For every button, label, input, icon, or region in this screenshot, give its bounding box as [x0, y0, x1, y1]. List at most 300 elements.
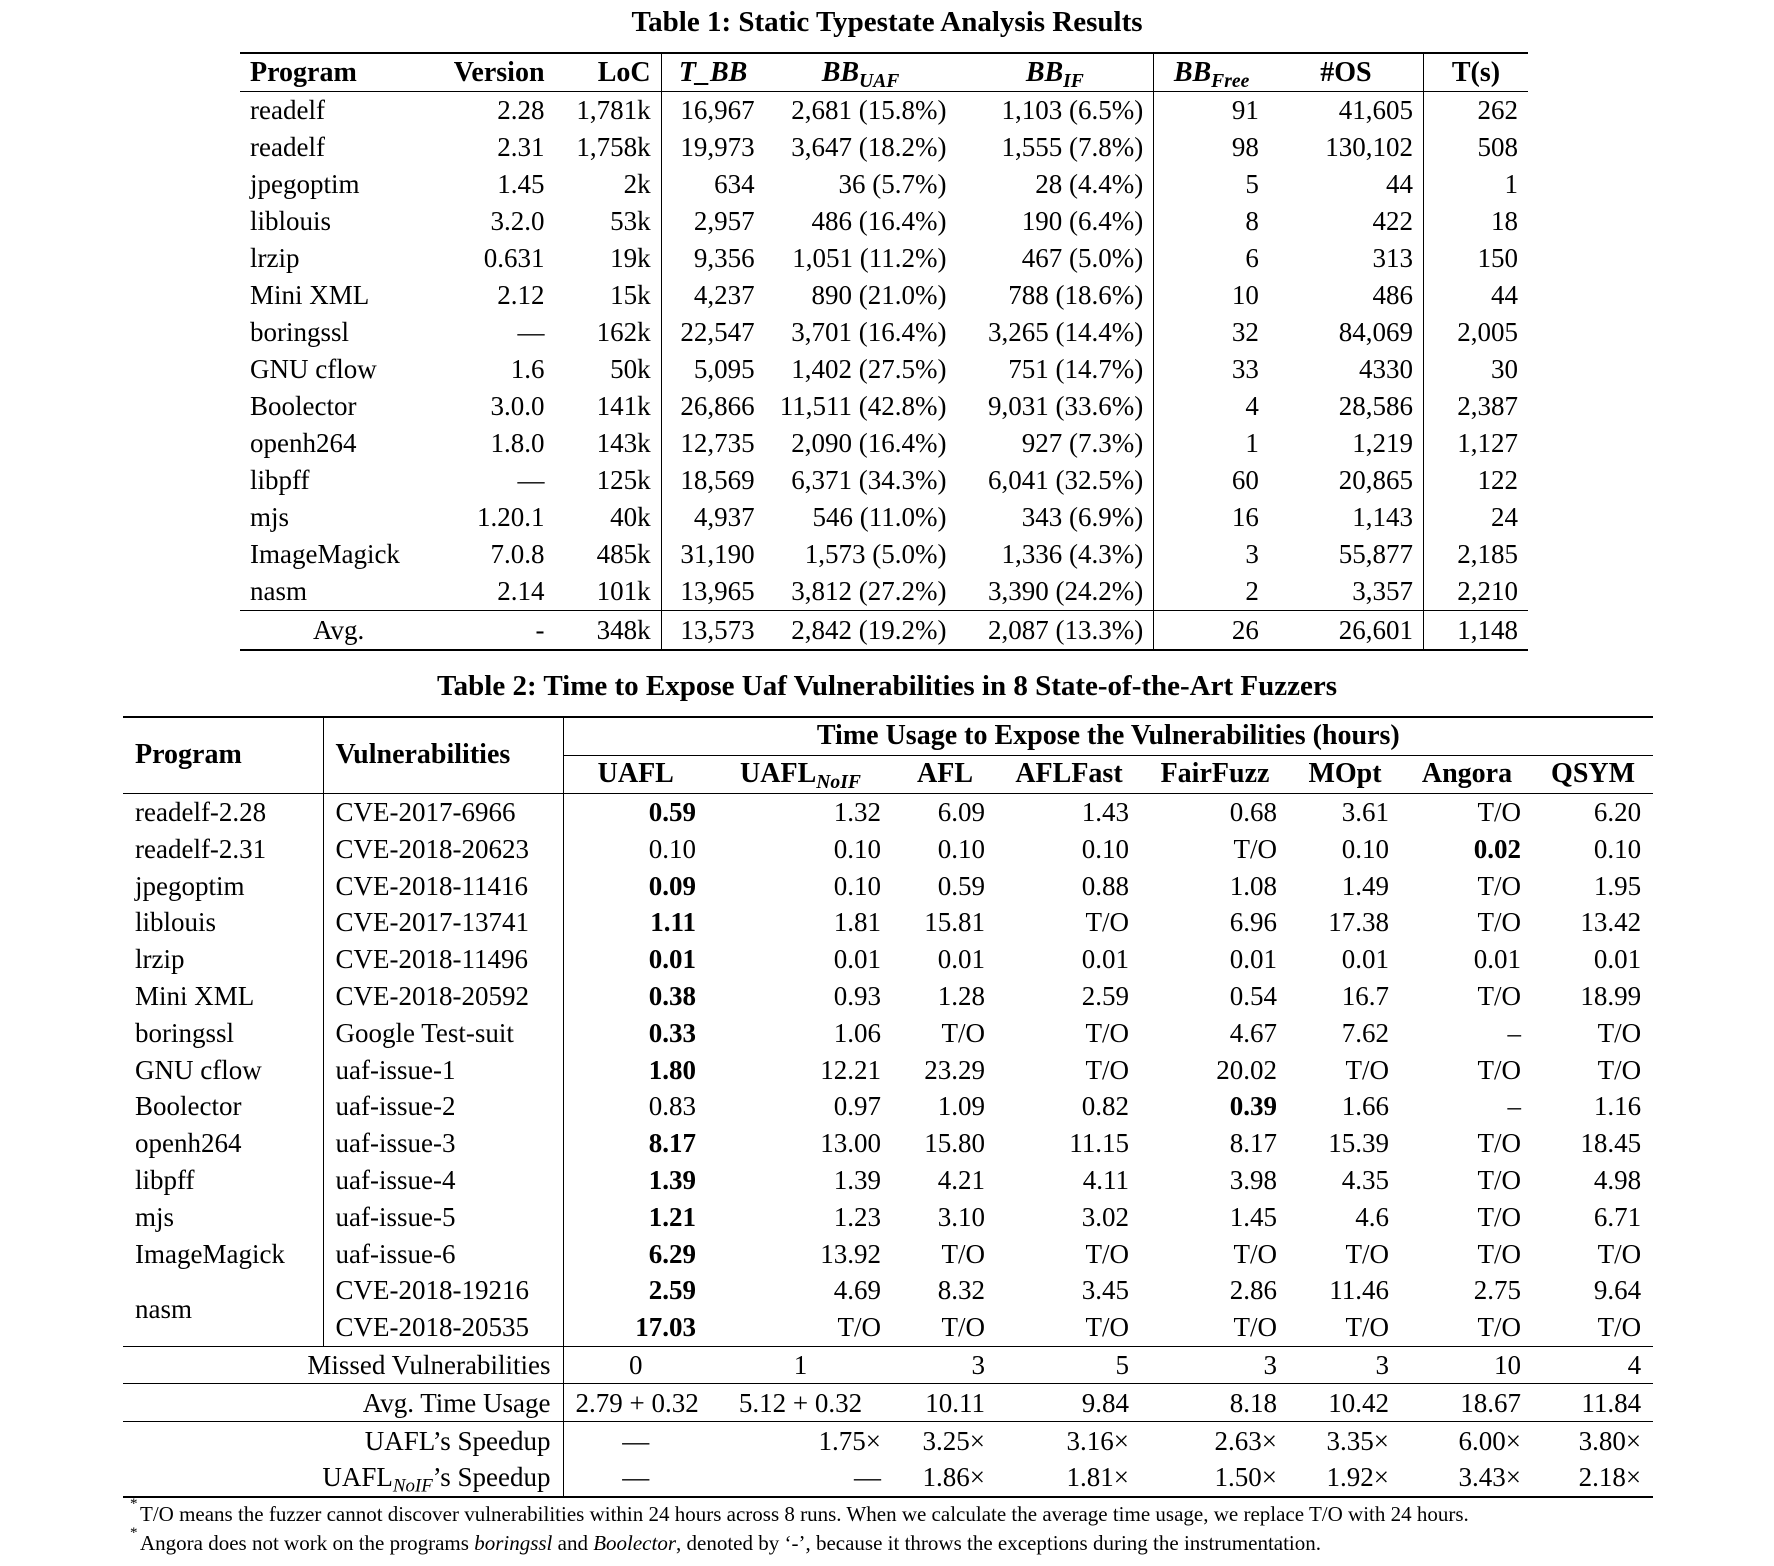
cell-program: jpegoptim [250, 169, 360, 199]
cell-aflfast: T/O [1085, 1238, 1129, 1269]
cell-mopt: 4.35 [1341, 1164, 1389, 1195]
cell-os: 1,143 [1269, 499, 1424, 536]
cell-qsym: 13.42 [1580, 907, 1642, 938]
cell-time: 18 [1491, 206, 1518, 236]
cell-time: 1 [1504, 169, 1518, 199]
cell-version: 3.0.0 [490, 391, 545, 421]
cell-uafl: 1.11 [650, 907, 696, 938]
cell-afl: 1.09 [937, 1091, 985, 1122]
cell-bb-free: 60 [1231, 465, 1259, 495]
cell-version: — [517, 465, 545, 495]
cell-angora: 2.75 [1473, 1275, 1521, 1306]
cell-qsym: 18.99 [1580, 980, 1642, 1011]
cell-uafl: — [563, 1459, 708, 1497]
cell-qsym: 0.10 [1593, 833, 1642, 864]
avg-cell-version: - [437, 611, 554, 651]
cell-fairfuzz: 8.18 [1141, 1384, 1289, 1422]
cell-vulnerability: CVE-2018-20535 [323, 1309, 563, 1346]
cell-bb-free: 33 [1231, 354, 1259, 384]
cell-time: 2,387 [1457, 391, 1518, 421]
cell-tbb: 12,735 [680, 428, 755, 458]
cell-bb-if: 343 (6.9%) [956, 499, 1153, 536]
avg-cell-bb-if: 2,087 (13.3%) [956, 611, 1153, 651]
cell-angora: 10 [1401, 1346, 1533, 1384]
cell-angora: T/O [1477, 1128, 1521, 1159]
cell-program: jpegoptim [123, 867, 323, 904]
cell-bb-if: 788 (18.6%) [956, 277, 1153, 314]
cell-tbb: 19,973 [680, 132, 755, 162]
cell-mopt: 17.38 [1328, 907, 1389, 938]
cell-program: nasm [250, 576, 307, 606]
fuzzer-time-table [123, 716, 1653, 1498]
cell-angora: T/O [1477, 1054, 1521, 1085]
cell-vulnerability: CVE-2017-6966 [323, 793, 563, 830]
cell-bb-uaf: 3,812 (27.2%) [791, 576, 947, 606]
speedup-row [123, 1422, 1653, 1459]
cell-program: ImageMagick [123, 1235, 323, 1272]
cell-vulnerability: CVE-2018-20592 [323, 978, 563, 1015]
avg-cell-bb-uaf: 2,842 (19.2%) [765, 611, 957, 651]
cell-mopt: T/O [1345, 1312, 1389, 1343]
cell-version: 3.2.0 [490, 206, 545, 236]
cell-fairfuzz: 0.39 [1229, 1091, 1277, 1122]
cell-angora: T/O [1477, 1238, 1521, 1269]
cell-bb-if: 1,555 (7.8%) [956, 129, 1153, 166]
cell-mopt: 16.7 [1341, 980, 1389, 1011]
cell-uafl: 2.59 [648, 1275, 696, 1306]
cell-aflfast: 3.16× [997, 1422, 1141, 1459]
cell-angora: – [1507, 1017, 1521, 1048]
cell-vulnerability: CVE-2018-11416 [323, 867, 563, 904]
cell-uafl-noif: 0.10 [833, 870, 881, 901]
cell-loc: 125k [555, 462, 662, 499]
cell-uafl: 1.80 [648, 1054, 696, 1085]
col2-aflfast: AFLFast [997, 755, 1141, 793]
avg-cell-loc: 348k [555, 611, 662, 651]
table-row [240, 92, 1528, 130]
cell-program: GNU cflow [250, 354, 377, 384]
cell-uafl: 1.21 [648, 1201, 696, 1232]
cell-program: nasm [123, 1272, 323, 1346]
cell-uafl: — [563, 1422, 708, 1459]
cell-version: 1.20.1 [477, 502, 545, 532]
cell-qsym: 2.18× [1533, 1459, 1653, 1497]
cell-bb-if: 467 (5.0%) [956, 240, 1153, 277]
cell-bb-uaf: 486 (16.4%) [811, 206, 947, 236]
col2-uafl: UAFL [563, 755, 708, 793]
cell-program: lrzip [123, 941, 323, 978]
cell-time: 30 [1491, 354, 1518, 384]
col2-afl: AFL [893, 755, 997, 793]
cell-program: libpff [123, 1162, 323, 1199]
cell-afl: 15.80 [924, 1128, 985, 1159]
cell-program: boringssl [123, 1014, 323, 1051]
col2-time-usage-group: Time Usage to Expose the Vulnerabilities (hours) [563, 717, 1653, 755]
cell-os: 3,357 [1269, 573, 1424, 611]
avg-cell-os: 26,601 [1269, 611, 1424, 651]
missed-row [123, 1346, 1653, 1384]
cell-fairfuzz: T/O [1233, 1312, 1277, 1343]
cell-bb-if: 6,041 (32.5%) [956, 462, 1153, 499]
cell-version: 2.28 [497, 95, 545, 125]
cell-mopt: 3 [1289, 1346, 1401, 1384]
cell-os: 55,877 [1269, 536, 1424, 573]
table-row [240, 536, 1528, 573]
cell-angora: T/O [1477, 980, 1521, 1011]
cell-program: lrzip [250, 243, 300, 273]
table-row [240, 425, 1528, 462]
footnote-angora: * Angora does not work on the programs boringssl and Boolector, denoted by ‘-’, because it throws the exceptions during the instrumentation. [130, 1525, 1322, 1555]
cell-qsym: 4.98 [1593, 1164, 1642, 1195]
cell-program: readelf-2.31 [123, 830, 323, 867]
cell-os: 486 [1269, 277, 1424, 314]
cell-mopt: 1.66 [1341, 1091, 1389, 1122]
cell-time: 44 [1491, 280, 1518, 310]
cell-program: openh264 [123, 1125, 323, 1162]
cell-aflfast: 3.02 [1081, 1201, 1129, 1232]
table-row [240, 240, 1528, 277]
cell-angora: 6.00× [1401, 1422, 1533, 1459]
cell-aflfast: T/O [1085, 1312, 1129, 1343]
cell-uafl: 0.38 [648, 980, 696, 1011]
cell-mopt: 7.62 [1341, 1017, 1389, 1048]
cell-version: 1.6 [510, 354, 545, 384]
table-row [123, 941, 1653, 978]
col2-qsym: QSYM [1533, 755, 1653, 793]
cell-angora: – [1507, 1091, 1521, 1122]
cell-angora: 3.43× [1401, 1459, 1533, 1497]
avg-cell-bb-free: 26 [1154, 611, 1269, 651]
cell-fairfuzz: 1.08 [1229, 870, 1277, 901]
cell-bb-uaf: 2,090 (16.4%) [791, 428, 947, 458]
col-version: Version [437, 53, 554, 92]
cell-bb-uaf: 546 (11.0%) [812, 502, 947, 532]
col2-angora: Angora [1401, 755, 1533, 793]
cell-aflfast: T/O [1085, 1054, 1129, 1085]
cell-qsym: 9.64 [1593, 1275, 1642, 1306]
cell-uafl: 0.10 [648, 833, 696, 864]
cell-mopt: 15.39 [1328, 1128, 1389, 1159]
cell-fairfuzz: T/O [1233, 833, 1277, 864]
cell-loc: 143k [555, 425, 662, 462]
cell-fairfuzz: 1.50× [1141, 1459, 1289, 1497]
cell-qsym: T/O [1597, 1054, 1642, 1085]
cell-aflfast: 3.45 [1081, 1275, 1129, 1306]
cell-time: 122 [1477, 465, 1518, 495]
table-row [240, 388, 1528, 425]
cell-afl: 15.81 [924, 907, 985, 938]
cell-bb-free: 1 [1245, 428, 1259, 458]
col2-fairfuzz: FairFuzz [1141, 755, 1289, 793]
cell-bb-uaf: 2,681 (15.8%) [791, 95, 947, 125]
cell-afl: 1.28 [937, 980, 985, 1011]
cell-program: boringssl [250, 317, 350, 347]
cell-bb-if: 9,031 (33.6%) [956, 388, 1153, 425]
table-row [240, 129, 1528, 166]
cell-bb-uaf: 3,701 (16.4%) [791, 317, 947, 347]
cell-os: 313 [1269, 240, 1424, 277]
cell-os: 130,102 [1269, 129, 1424, 166]
col-loc: LoC [555, 53, 662, 92]
cell-tbb: 26,866 [680, 391, 755, 421]
cell-fairfuzz: T/O [1233, 1238, 1277, 1269]
cell-loc: 50k [555, 351, 662, 388]
cell-os: 44 [1269, 166, 1424, 203]
cell-qsym: 11.84 [1533, 1384, 1653, 1422]
table-row [123, 1198, 1653, 1235]
cell-bb-if: 751 (14.7%) [956, 351, 1153, 388]
cell-fairfuzz: 8.17 [1229, 1128, 1277, 1159]
cell-aflfast: T/O [1085, 1017, 1129, 1048]
cell-uafl-noif: 1.32 [833, 796, 881, 827]
table1-header-row [240, 53, 1528, 92]
cell-uafl-noif: 12.21 [820, 1054, 881, 1085]
cell-angora: 0.02 [1473, 833, 1521, 864]
col-os: #OS [1269, 53, 1424, 92]
cell-tbb: 13,965 [680, 576, 755, 606]
cell-bb-free: 10 [1231, 280, 1259, 310]
table1-avg-row [240, 611, 1528, 651]
cell-bb-free: 4 [1245, 391, 1259, 421]
col2-vulnerabilities: Vulnerabilities [323, 717, 563, 793]
cell-vulnerability: uaf-issue-1 [323, 1051, 563, 1088]
table1-caption: Table 1: Static Typestate Analysis Results [631, 6, 1143, 38]
cell-aflfast: 9.84 [997, 1384, 1141, 1422]
cell-aflfast: 0.01 [1081, 944, 1129, 975]
cell-tbb: 5,095 [693, 354, 755, 384]
table-row [123, 978, 1653, 1015]
cell-aflfast: 2.59 [1081, 980, 1129, 1011]
cell-program: GNU cflow [123, 1051, 323, 1088]
table-row [240, 462, 1528, 499]
cell-vulnerability: uaf-issue-2 [323, 1088, 563, 1125]
cell-aflfast: 0.82 [1081, 1091, 1129, 1122]
cell-version: — [517, 317, 545, 347]
cell-loc: 1,781k [555, 92, 662, 130]
avg-cell-time: 1,148 [1423, 611, 1528, 651]
cell-uafl: 0.33 [648, 1017, 696, 1048]
cell-afl: 0.01 [937, 944, 985, 975]
cell-fairfuzz: 0.01 [1229, 944, 1277, 975]
cell-afl: 10.11 [893, 1384, 997, 1422]
cell-os: 1,219 [1269, 425, 1424, 462]
table-row [240, 314, 1528, 351]
table-row [123, 1162, 1653, 1199]
cell-uafl: 17.03 [635, 1312, 696, 1343]
cell-fairfuzz: 2.86 [1229, 1275, 1277, 1306]
table-row [240, 499, 1528, 536]
cell-fairfuzz: 6.96 [1229, 907, 1277, 938]
cell-uafl-noif: 13.92 [820, 1238, 881, 1269]
cell-bb-uaf: 3,647 (18.2%) [791, 132, 947, 162]
cell-uafl: 0.01 [648, 944, 696, 975]
cell-time: 1,127 [1457, 428, 1518, 458]
cell-mopt: 11.46 [1329, 1275, 1389, 1306]
cell-bb-if: 1,103 (6.5%) [956, 92, 1153, 130]
cell-time: 150 [1477, 243, 1518, 273]
cell-angora: T/O [1477, 1201, 1521, 1232]
cell-uafl: 0.09 [648, 870, 696, 901]
cell-mopt: T/O [1345, 1238, 1389, 1269]
table2-header-row-1 [123, 717, 1653, 755]
cell-bb-uaf: 36 (5.7%) [838, 169, 947, 199]
cell-vulnerability: uaf-issue-3 [323, 1125, 563, 1162]
cell-program: liblouis [250, 206, 332, 236]
cell-loc: 53k [555, 203, 662, 240]
cell-tbb: 634 [714, 169, 755, 199]
cell-uafl: 8.17 [648, 1128, 696, 1159]
cell-afl: 23.29 [924, 1054, 985, 1085]
table2-caption: Table 2: Time to Expose Uaf Vulnerabilities in 8 State-of-the-Art Fuzzers [436, 670, 1338, 702]
table-row [123, 904, 1653, 941]
cell-uafl-noif: 1.81 [833, 907, 881, 938]
cell-program: liblouis [123, 904, 323, 941]
cell-loc: 1,758k [555, 129, 662, 166]
table-row [123, 793, 1653, 830]
static-analysis-table [240, 52, 1528, 651]
speedup-noif-row [123, 1459, 1653, 1497]
cell-afl: 3.25× [893, 1422, 997, 1459]
cell-tbb: 18,569 [680, 465, 755, 495]
speedup-row-label: UAFL’s Speedup [123, 1422, 563, 1459]
cell-mopt: 0.10 [1341, 833, 1389, 864]
avg-time-row-label: Avg. Time Usage [123, 1384, 563, 1422]
cell-bb-uaf: 6,371 (34.3%) [791, 465, 947, 495]
cell-program: libpff [250, 465, 310, 495]
cell-qsym: T/O [1597, 1017, 1642, 1048]
cell-aflfast: 4.11 [1082, 1164, 1129, 1195]
cell-angora: 0.01 [1473, 944, 1521, 975]
cell-qsym: 4 [1533, 1346, 1653, 1384]
cell-mopt: 10.42 [1289, 1384, 1401, 1422]
cell-program: readelf-2.28 [123, 793, 323, 830]
cell-afl: 0.10 [937, 833, 985, 864]
cell-uafl: 0 [563, 1346, 708, 1384]
cell-qsym: 3.80× [1533, 1422, 1653, 1459]
cell-uafl-noif: — [708, 1459, 893, 1497]
cell-mopt: 1.92× [1289, 1459, 1401, 1497]
cell-time: 262 [1477, 95, 1518, 125]
cell-loc: 19k [555, 240, 662, 277]
cell-time: 2,185 [1457, 539, 1518, 569]
cell-aflfast: 11.15 [1069, 1128, 1129, 1159]
cell-vulnerability: uaf-issue-6 [323, 1235, 563, 1272]
col-tbb: T_BB [661, 53, 764, 92]
cell-afl: 0.59 [937, 870, 985, 901]
cell-vulnerability: CVE-2018-19216 [323, 1272, 563, 1309]
cell-program: Boolector [250, 391, 357, 421]
missed-row-label: Missed Vulnerabilities [123, 1346, 563, 1384]
cell-program: openh264 [250, 428, 357, 458]
cell-loc: 485k [555, 536, 662, 573]
speedup-noif-row-label: $UAFL_{NoIF}’s$ Speedup [123, 1459, 563, 1497]
table-row [123, 867, 1653, 904]
cell-os: 84,069 [1269, 314, 1424, 351]
cell-vulnerability: uaf-issue-5 [323, 1198, 563, 1235]
cell-fairfuzz: 20.02 [1216, 1054, 1277, 1085]
cell-vulnerability: Google Test-suit [323, 1014, 563, 1051]
cell-bb-free: 98 [1231, 132, 1259, 162]
cell-afl: 8.32 [937, 1275, 985, 1306]
cell-uafl: 2.79 + 0.32 [563, 1384, 708, 1422]
cell-vulnerability: uaf-issue-4 [323, 1162, 563, 1199]
cell-uafl-noif: 1.39 [833, 1164, 881, 1195]
cell-fairfuzz: 2.63× [1141, 1422, 1289, 1459]
cell-bb-uaf: 1,051 (11.2%) [792, 243, 947, 273]
cell-version: 2.31 [497, 132, 545, 162]
cell-bb-free: 32 [1231, 317, 1259, 347]
cell-vulnerability: CVE-2018-11496 [323, 941, 563, 978]
cell-afl: T/O [941, 1238, 985, 1269]
col-time: T(s) [1423, 53, 1528, 92]
cell-bb-if: 3,390 (24.2%) [956, 573, 1153, 611]
cell-os: 28,586 [1269, 388, 1424, 425]
cell-os: 422 [1269, 203, 1424, 240]
cell-aflfast: 0.10 [1081, 833, 1129, 864]
table-row [123, 1051, 1653, 1088]
cell-afl: 1.86× [893, 1459, 997, 1497]
cell-time: 2,005 [1457, 317, 1518, 347]
cell-tbb: 16,967 [680, 95, 755, 125]
cell-afl: T/O [941, 1017, 985, 1048]
cell-program: mjs [250, 502, 290, 532]
cell-tbb: 4,237 [693, 280, 755, 310]
col-program: Program [240, 53, 437, 92]
col2-uafl-noif: $UAFL_{NoIF}$ [708, 755, 893, 793]
cell-mopt: 3.61 [1341, 796, 1389, 827]
cell-afl: 6.09 [937, 796, 985, 827]
cell-qsym: T/O [1597, 1238, 1642, 1269]
cell-mopt: 0.01 [1341, 944, 1389, 975]
cell-program: mjs [123, 1198, 323, 1235]
cell-version: 0.631 [483, 243, 545, 273]
cell-uafl-noif: 1.23 [833, 1201, 881, 1232]
cell-fairfuzz: 1.45 [1229, 1201, 1277, 1232]
cell-aflfast: 0.88 [1081, 870, 1129, 901]
cell-uafl-noif: T/O [837, 1312, 881, 1343]
cell-loc: 162k [555, 314, 662, 351]
cell-uafl: 1.39 [648, 1164, 696, 1195]
footnote-timeout: * T/O means the fuzzer cannot discover vulnerabilities within 24 hours across 8 runs. When we calculate the average time usage, we replace T/O with 24 hours. [130, 1496, 1469, 1526]
cell-loc: 15k [555, 277, 662, 314]
cell-bb-uaf: 890 (21.0%) [811, 280, 947, 310]
cell-qsym: 6.71 [1593, 1201, 1642, 1232]
cell-program: readelf [250, 132, 325, 162]
cell-bb-if: 190 (6.4%) [956, 203, 1153, 240]
table-row [240, 203, 1528, 240]
cell-bb-free: 3 [1245, 539, 1259, 569]
cell-bb-if: 1,336 (4.3%) [956, 536, 1153, 573]
cell-uafl: 6.29 [648, 1238, 696, 1269]
cell-time: 24 [1491, 502, 1518, 532]
col2-mopt: MOpt [1289, 755, 1401, 793]
cell-bb-free: 16 [1231, 502, 1259, 532]
avg-time-row [123, 1384, 1653, 1422]
cell-os: 4330 [1269, 351, 1424, 388]
cell-uafl-noif: 1 [708, 1346, 893, 1384]
col-bb-free: $BB_{Free}$ [1154, 53, 1269, 92]
cell-mopt: 4.6 [1355, 1201, 1389, 1232]
cell-aflfast: 1.43 [1081, 796, 1129, 827]
cell-aflfast: 1.81× [997, 1459, 1141, 1497]
cell-bb-if: 927 (7.3%) [956, 425, 1153, 462]
cell-uafl-noif: 4.69 [833, 1275, 881, 1306]
cell-angora: T/O [1477, 907, 1521, 938]
cell-qsym: 6.20 [1593, 796, 1642, 827]
table-row [123, 1014, 1653, 1051]
cell-uafl: 0.59 [648, 796, 696, 827]
cell-bb-free: 6 [1245, 243, 1259, 273]
